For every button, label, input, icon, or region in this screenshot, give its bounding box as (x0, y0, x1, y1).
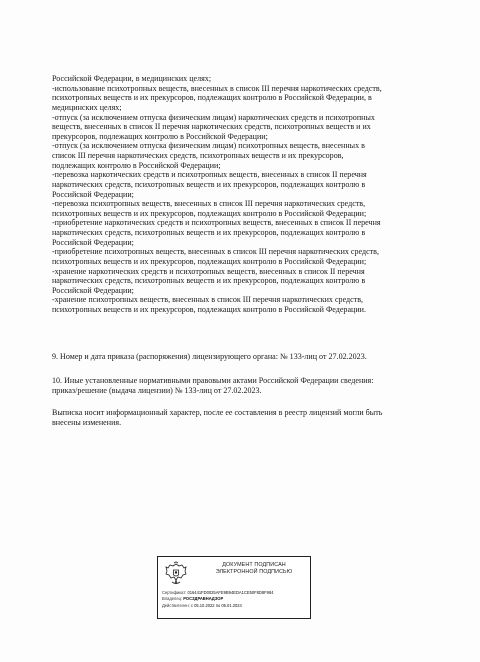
text-line: -хранение наркотических средств и психотропных веществ, внесенных в список II перечня (52, 266, 365, 276)
certificate-label: Сертификат: (162, 590, 187, 595)
license-activities-list (52, 74, 440, 315)
certificate-value: 016441FD0025AFE9B94EDA1CE50F8D8F984 (187, 590, 274, 595)
text-line: Российской Федерации; (52, 189, 134, 199)
stamp-header-line: ДОКУМЕНТ ПОДПИСАН (222, 562, 286, 568)
text-line: Российской Федерации, в медицинских целях; (52, 74, 212, 83)
validity-row (162, 603, 308, 609)
text-line: Российской Федерации; (52, 285, 134, 295)
text-line: Российской Федерации; (52, 237, 134, 247)
validity-value: с 05.10.2022 по 05.01.2024 (190, 602, 242, 608)
text-line: 9. Номер и дата приказа (распоряжения) лицензирующего органа: № 133-лиц от 27.02.2023. (52, 352, 367, 361)
coat-of-arms-icon (164, 561, 188, 587)
stamp-details (162, 590, 308, 609)
owner-value: РОСЗДРАВНАДЗОР (183, 596, 224, 602)
stamp-header-line: ЭЛЕКТРОННОЙ ПОДПИСЬЮ (215, 569, 293, 575)
text-line: наркотических средств, психотропных веществ и их прекурсоров, подлежащих контролю в (52, 228, 366, 237)
text-line: психотропных веществ и их прекурсоров, подлежащих контролю в Российской Федерации, в (52, 93, 372, 103)
text-line: -отпуск (за исключением отпуска физическим лицам) психотропных веществ, внесенных в (52, 141, 365, 151)
text-line: прекурсоров, подлежащих контролю в Российской Федерации; (52, 131, 268, 141)
text-line: медицинских целях; (52, 102, 122, 112)
text-line: -хранение психотропных веществ, внесенных в список III перечня наркотических средств, (52, 295, 364, 305)
stamp-header (202, 562, 306, 576)
text-line: веществ, внесенных в список II перечня наркотических средств, психотропных веществ и их (52, 122, 371, 132)
text-line: 10. Иные установленные нормативными правовыми актами Российской Федерации сведения: (52, 376, 374, 385)
owner-label: Владелец: (162, 596, 183, 602)
text-line: приказ/решение (выдача лицензии) № 133-лиц от 27.02.2023. (52, 385, 262, 395)
item-10-other-info (52, 376, 442, 396)
informational-note (52, 408, 442, 428)
text-line: наркотических средств, психотропных веществ и их прекурсоров, подлежащих контролю в (52, 276, 366, 286)
text-line: -использование психотропных веществ, внесенных в список III перечня наркотических средств, (52, 83, 382, 93)
text-line: психотропных веществ и их прекурсоров, подлежащих контролю в Российской Федерации; (52, 256, 367, 266)
text-line: наркотических средств, психотропных веществ и их прекурсоров, подлежащих контролю в (52, 179, 366, 189)
electronic-signature-stamp (157, 556, 311, 619)
text-line: подлежащих контролю в Российской Федерации; (52, 160, 221, 170)
text-line: психотропных веществ и их прекурсоров, подлежащих контролю в Российской Федерации; (52, 208, 367, 218)
text-line: -приобретение наркотических средств и психотропных веществ, внесенных в список II перечня (52, 218, 381, 228)
text-line: -приобретение психотропных веществ, внесенных в список III перечня наркотических средств, (52, 247, 379, 257)
text-line: психотропных веществ и их прекурсоров, подлежащих контролю в Российской Федерации. (52, 305, 366, 314)
text-line: -отпуск (за исключением отпуска физическим лицам) наркотических средств и психотропных (52, 112, 375, 122)
item-9-order-number (52, 352, 442, 362)
text-line: -перевозка наркотических средств и психотропных веществ, внесенных в список II перечня (52, 170, 367, 180)
text-line: внесены изменения. (52, 417, 122, 427)
validity-label: Действителен: (162, 602, 190, 608)
text-line: список III перечня наркотических средств, психотропных веществ и их прекурсоров, (52, 151, 344, 160)
text-line: -перевозка психотропных веществ, внесенных в список III перечня наркотических средств, (52, 199, 366, 209)
text-line: Выписка носит информационный характер, после ее составления в реестр лицензий могли быть (52, 408, 383, 417)
